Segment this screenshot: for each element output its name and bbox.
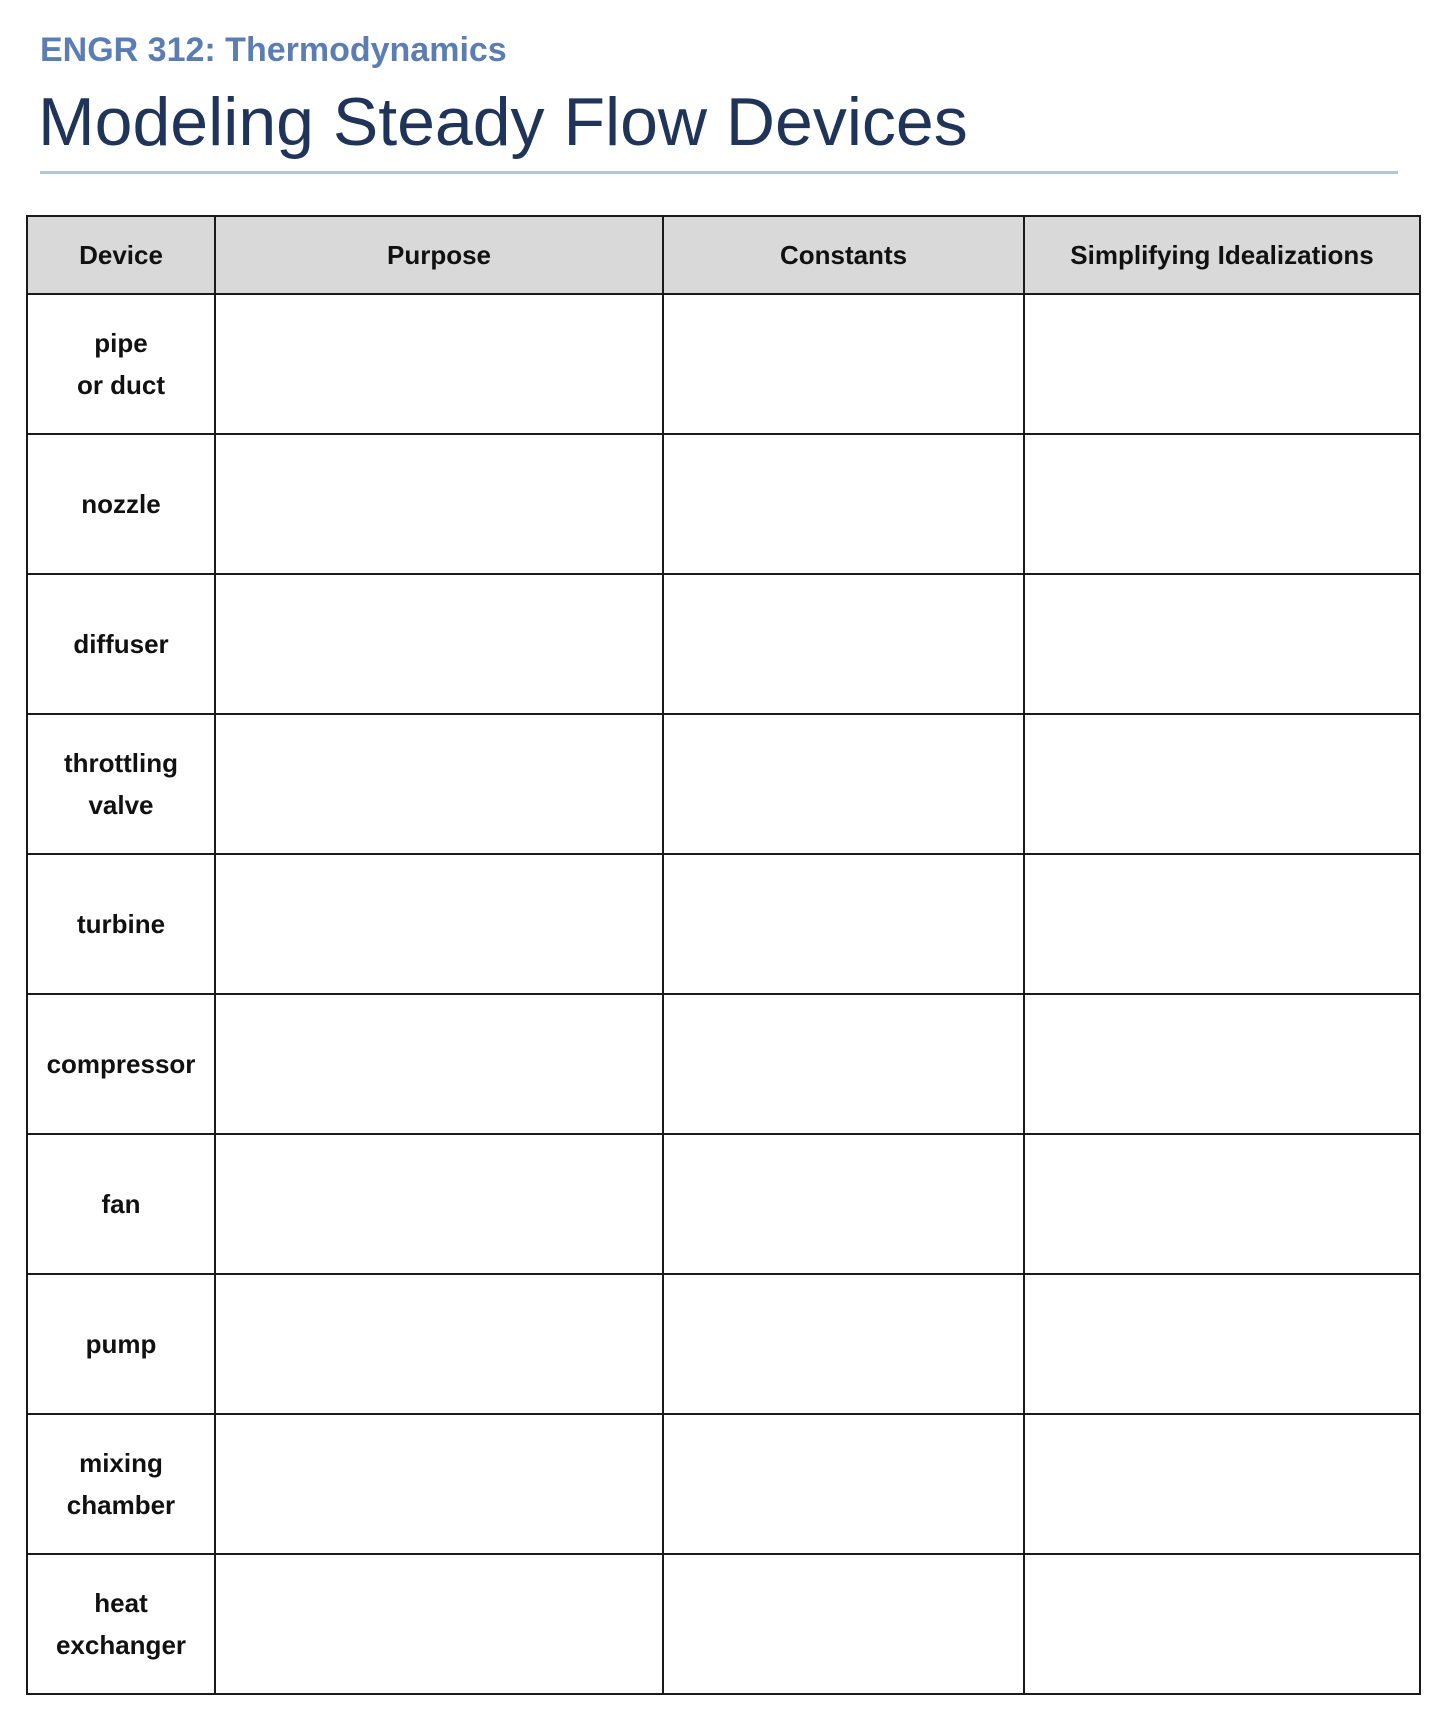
- purpose-cell[interactable]: [215, 854, 663, 994]
- column-header-simplifying-idealizations: Simplifying Idealizations: [1024, 216, 1420, 294]
- table-row: [27, 854, 1420, 994]
- constants-cell[interactable]: [663, 994, 1024, 1134]
- device-name-line: throttling: [63, 748, 179, 778]
- column-header-constants: Constants: [663, 216, 1024, 294]
- table-row: [27, 294, 1420, 434]
- title-divider: [40, 171, 1398, 174]
- device-name-line: compressor: [46, 1049, 196, 1079]
- table-row: [27, 1274, 1420, 1414]
- devices-table: [26, 215, 1421, 1695]
- device-name-line: fan: [101, 1189, 141, 1219]
- simplifying-idealizations-cell[interactable]: [1024, 1554, 1420, 1694]
- device-name-line: valve: [88, 790, 154, 820]
- simplifying-idealizations-cell[interactable]: [1024, 714, 1420, 854]
- constants-cell[interactable]: [663, 294, 1024, 434]
- table-row: [27, 994, 1420, 1134]
- purpose-cell[interactable]: [215, 294, 663, 434]
- device-cell: [27, 434, 215, 574]
- purpose-cell[interactable]: [215, 1554, 663, 1694]
- device-cell: [27, 714, 215, 854]
- constants-cell[interactable]: [663, 854, 1024, 994]
- device-cell: [27, 1134, 215, 1274]
- table-row: [27, 1554, 1420, 1694]
- table-header-row: [27, 216, 1420, 294]
- simplifying-idealizations-cell[interactable]: [1024, 434, 1420, 574]
- simplifying-idealizations-cell[interactable]: [1024, 1134, 1420, 1274]
- device-cell: [27, 994, 215, 1134]
- constants-cell[interactable]: [663, 1134, 1024, 1274]
- simplifying-idealizations-cell[interactable]: [1024, 994, 1420, 1134]
- device-name-line: heat: [94, 1588, 148, 1618]
- device-cell: [27, 1554, 215, 1694]
- column-header-device: Device: [27, 216, 215, 294]
- device-cell: [27, 574, 215, 714]
- device-name-line: pipe: [94, 328, 148, 358]
- constants-cell[interactable]: [663, 574, 1024, 714]
- device-name-line: chamber: [66, 1490, 176, 1520]
- device-name-line: diffuser: [73, 629, 169, 659]
- purpose-cell[interactable]: [215, 1414, 663, 1554]
- device-name-line: turbine: [76, 909, 166, 939]
- purpose-cell[interactable]: [215, 434, 663, 574]
- simplifying-idealizations-cell[interactable]: [1024, 854, 1420, 994]
- constants-cell[interactable]: [663, 1414, 1024, 1554]
- purpose-cell[interactable]: [215, 994, 663, 1134]
- table-row: [27, 1134, 1420, 1274]
- purpose-cell[interactable]: [215, 714, 663, 854]
- table-row: [27, 574, 1420, 714]
- table-row: [27, 434, 1420, 574]
- simplifying-idealizations-cell[interactable]: [1024, 294, 1420, 434]
- purpose-cell[interactable]: [215, 1274, 663, 1414]
- constants-cell[interactable]: [663, 1554, 1024, 1694]
- device-name-line: pump: [85, 1329, 157, 1359]
- simplifying-idealizations-cell[interactable]: [1024, 574, 1420, 714]
- device-cell: [27, 1274, 215, 1414]
- device-cell: [27, 294, 215, 434]
- constants-cell[interactable]: [663, 434, 1024, 574]
- device-cell: [27, 854, 215, 994]
- constants-cell[interactable]: [663, 1274, 1024, 1414]
- constants-cell[interactable]: [663, 714, 1024, 854]
- device-name-line: or duct: [76, 370, 166, 400]
- purpose-cell[interactable]: [215, 1134, 663, 1274]
- column-header-purpose: Purpose: [215, 216, 663, 294]
- device-cell: [27, 1414, 215, 1554]
- purpose-cell[interactable]: [215, 574, 663, 714]
- page-title: Modeling Steady Flow Devices: [38, 84, 968, 160]
- course-title: ENGR 312: Thermodynamics: [40, 31, 507, 69]
- table-row: [27, 1414, 1420, 1554]
- table-row: [27, 714, 1420, 854]
- device-name-line: exchanger: [55, 1630, 187, 1660]
- table-body: [27, 294, 1420, 1694]
- simplifying-idealizations-cell[interactable]: [1024, 1274, 1420, 1414]
- simplifying-idealizations-cell[interactable]: [1024, 1414, 1420, 1554]
- device-name-line: nozzle: [81, 489, 161, 519]
- device-name-line: mixing: [79, 1448, 163, 1478]
